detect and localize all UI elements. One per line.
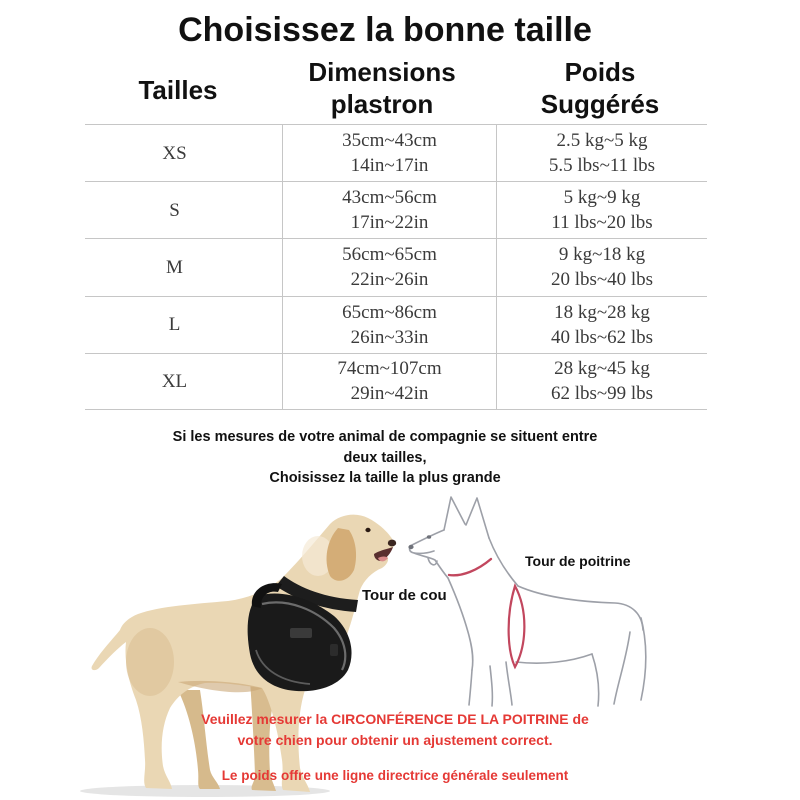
header-dimensions-line: plastron	[330, 89, 434, 119]
header-dimensions	[283, 56, 481, 120]
weight-kg: 18 kg~28 kg	[554, 301, 650, 323]
chest-cm: 56cm~65cm	[342, 244, 437, 266]
chest-in: 29in~42in	[350, 383, 429, 405]
weight-lbs: 11 lbs~20 lbs	[551, 212, 653, 234]
header-size: Tailles	[138, 75, 218, 105]
chest-measure-line	[509, 586, 525, 667]
chest-dimensions-cell	[283, 297, 497, 353]
weight-cell	[497, 182, 707, 238]
chest-dimensions-cell	[283, 354, 497, 409]
sketch-neck-back	[489, 538, 518, 586]
weight-kg: 2.5 kg~5 kg	[556, 130, 648, 152]
weight-kg: 5 kg~9 kg	[563, 187, 641, 209]
chest-dimensions-cell	[283, 182, 497, 238]
sketch-front-legs	[469, 662, 512, 706]
table-row	[85, 353, 707, 410]
chest-in: 26in~33in	[350, 326, 429, 348]
chest-cm: 43cm~56cm	[342, 187, 437, 209]
neck-girth-label: Tour de cou	[362, 587, 447, 604]
chest-in: 22in~26in	[350, 269, 429, 291]
page-title: Choisissez la bonne taille	[178, 11, 592, 49]
measurement-illustration	[0, 480, 800, 800]
table-row	[85, 124, 707, 181]
sketch-nose	[408, 545, 413, 549]
sketch-tail	[641, 618, 646, 700]
weight-cell	[497, 239, 707, 295]
size-cell: XL	[85, 354, 283, 409]
weight-kg: 9 kg~18 kg	[558, 244, 646, 266]
weight-lbs: 5.5 lbs~11 lbs	[548, 155, 656, 177]
harness-buckle	[330, 644, 338, 656]
harness-patch	[290, 628, 312, 638]
header-weight-line: Suggérés	[540, 89, 660, 119]
sketch-mouth	[414, 551, 434, 553]
measure-instruction-line: Veuillez mesurer la CIRCONFÉRENCE DE LA POITRINE de	[201, 711, 589, 727]
dog-photo	[80, 515, 396, 797]
weight-cell	[497, 297, 707, 353]
table-row	[85, 181, 707, 238]
note-line: Choisissez la taille la plus grande	[269, 470, 501, 486]
dog-eye	[365, 528, 370, 532]
note-line: deux tailles,	[343, 449, 427, 466]
chest-cm: 65cm~86cm	[342, 301, 437, 323]
weight-cell	[497, 125, 707, 181]
size-table	[85, 124, 707, 410]
chest-dimensions-cell	[283, 125, 497, 181]
sketch-belly	[516, 654, 592, 663]
weight-lbs: 40 lbs~62 lbs	[550, 326, 654, 348]
header-weight	[500, 56, 700, 120]
dog-thigh-shading	[126, 628, 174, 696]
weight-lbs: 62 lbs~99 lbs	[550, 383, 654, 405]
weight-kg: 28 kg~45 kg	[554, 358, 650, 380]
sketch-back	[518, 586, 643, 630]
chest-cm: 74cm~107cm	[337, 358, 442, 380]
size-cell: M	[85, 239, 283, 295]
header-weight-line: Poids	[564, 57, 636, 87]
weight-cell	[497, 354, 707, 409]
neck-measure-line	[449, 559, 491, 575]
chest-in: 14in~17in	[350, 155, 429, 177]
between-sizes-note	[0, 427, 770, 489]
note-line: Si les mesures de votre animal de compagnie se situent entre	[172, 429, 598, 445]
measure-instruction-line: votre chien pour obtenir un ajustement correct.	[237, 732, 553, 748]
sketch-chest	[448, 578, 473, 670]
weight-lbs: 20 lbs~40 lbs	[550, 269, 654, 291]
measure-instruction	[0, 709, 790, 751]
sketch-ears	[444, 497, 489, 538]
sketch-hind-legs	[592, 632, 630, 706]
size-cell: L	[85, 297, 283, 353]
chest-dimensions-cell	[283, 239, 497, 295]
size-cell: S	[85, 182, 283, 238]
chest-cm: 35cm~43cm	[342, 130, 437, 152]
weight-disclaimer: Le poids offre une ligne directrice générale seulement	[221, 768, 569, 783]
dog-nose	[388, 540, 396, 547]
header-dimensions-line: Dimensions	[308, 57, 456, 87]
sketch-eye	[427, 535, 431, 539]
size-cell: XS	[85, 125, 283, 181]
chest-in: 17in~22in	[350, 212, 429, 234]
table-row	[85, 296, 707, 353]
chest-girth-label: Tour de poitrine	[525, 553, 631, 569]
table-row	[85, 238, 707, 295]
